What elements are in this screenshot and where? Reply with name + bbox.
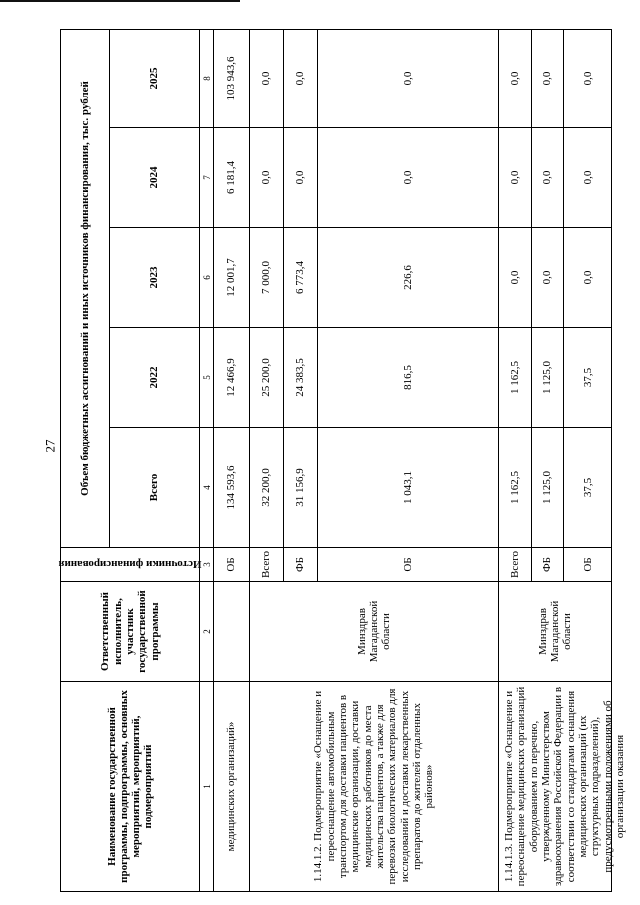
value-2024: 6 181,4 xyxy=(214,128,250,228)
value-2024: 0,0 xyxy=(564,128,612,228)
source-cell: Всего xyxy=(249,548,283,582)
value-total: 1 043,1 xyxy=(317,428,499,548)
index-cell: 6 xyxy=(200,228,214,328)
block1-row-total xyxy=(249,29,283,891)
continuation-executor xyxy=(214,582,250,682)
continuation-row xyxy=(214,29,250,891)
value-2025: 0,0 xyxy=(499,29,532,127)
value-2022: 24 383,5 xyxy=(283,328,317,428)
index-row xyxy=(200,29,214,891)
value-2024: 0,0 xyxy=(317,128,499,228)
value-2023: 6 773,4 xyxy=(283,228,317,328)
header-row-1 xyxy=(61,29,110,891)
value-total: 31 156,9 xyxy=(283,428,317,548)
value-2023: 7 000,0 xyxy=(249,228,283,328)
value-2024: 0,0 xyxy=(531,128,564,228)
value-2022: 25 200,0 xyxy=(249,328,283,428)
value-2023: 226,6 xyxy=(317,228,499,328)
header-funding-group: Объем бюджетных ассигнований и иных источников финансирования, тыс. рублей xyxy=(61,29,110,547)
header-source-text: Источники финансирования xyxy=(58,558,202,571)
block2-row-total xyxy=(499,29,532,891)
value-2024: 0,0 xyxy=(283,128,317,228)
value-2025: 0,0 xyxy=(531,29,564,127)
header-executor: Ответственный исполнитель, участник государственной программы xyxy=(61,582,200,682)
header-year-2022: 2022 xyxy=(109,328,200,428)
value-2023: 0,0 xyxy=(499,228,532,328)
continuation-name: медицинских организаций» xyxy=(214,682,250,892)
value-2025: 0,0 xyxy=(283,29,317,127)
value-2024: 0,0 xyxy=(249,128,283,228)
block2-name xyxy=(499,682,626,892)
value-total: 1 125,0 xyxy=(531,428,564,548)
header-year-2023: 2023 xyxy=(109,228,200,328)
index-cell: 4 xyxy=(200,428,214,548)
source-cell: ОБ xyxy=(317,548,499,582)
source-cell: ФБ xyxy=(531,548,564,582)
value-2022: 1 162,5 xyxy=(499,328,532,428)
value-2022: 1 125,0 xyxy=(531,328,564,428)
index-cell: 3 xyxy=(200,548,214,582)
page-number: 27 xyxy=(42,439,58,453)
header-year-2024: 2024 xyxy=(109,128,200,228)
block1-name: 1.14.1.2. Подмероприятие «Оснащение и переоснащение автомобильным транспортом для доставки пациентов в медицинские организации, доставки медицинских работников до места жительства пациентов, а также для перевозки биологических материалов для исследований и доставки лекарственных препаратов до жителей отдаленных районов» xyxy=(249,682,498,892)
value-total: 1 162,5 xyxy=(499,428,532,548)
block2-executor: Минздрав Магаданской области xyxy=(499,582,612,682)
index-cell: 7 xyxy=(200,128,214,228)
index-cell: 8 xyxy=(200,29,214,127)
block2-name-text: 1.14.1.3. Подмероприятие «Оснащение и переоснащение медицинских организаций оборудованием по перечню, утвержденному Министерством здравоохранения Российской Федерации в соответствии со стандартами оснащения медицинских организаций (их структурных подразделений), предусмотренными положениями об организации оказания xyxy=(503,686,626,887)
index-cell: 2 xyxy=(200,582,214,682)
value-2025: 0,0 xyxy=(564,29,612,127)
budget-table-wrapper xyxy=(58,30,626,892)
header-name: Наименование государственной программы, подпрограммы, основных мероприятий, мероприятий, подмероприятий xyxy=(61,682,200,892)
value-total: 134 593,6 xyxy=(214,428,250,548)
value-total: 37,5 xyxy=(564,428,612,548)
value-2022: 12 466,9 xyxy=(214,328,250,428)
value-total: 32 200,0 xyxy=(249,428,283,548)
source-cell: ОБ xyxy=(564,548,612,582)
value-2022: 37,5 xyxy=(564,328,612,428)
value-2025: 0,0 xyxy=(317,29,499,127)
header-total: Всего xyxy=(109,428,200,548)
source-cell: ФБ xyxy=(283,548,317,582)
header-source xyxy=(58,548,202,582)
value-2025: 103 943,6 xyxy=(214,29,250,127)
budget-table xyxy=(58,29,626,892)
top-rule xyxy=(0,0,240,2)
index-cell: 1 xyxy=(200,682,214,892)
value-2025: 0,0 xyxy=(249,29,283,127)
index-cell: 5 xyxy=(200,328,214,428)
source-cell: ОБ xyxy=(214,548,250,582)
value-2023: 0,0 xyxy=(564,228,612,328)
value-2022: 816,5 xyxy=(317,328,499,428)
value-2023: 12 001,7 xyxy=(214,228,250,328)
value-2024: 0,0 xyxy=(499,128,532,228)
source-cell: Всего xyxy=(499,548,532,582)
block1-executor: Минздрав Магаданской области xyxy=(249,582,498,682)
value-2023: 0,0 xyxy=(531,228,564,328)
header-year-2025: 2025 xyxy=(109,29,200,127)
